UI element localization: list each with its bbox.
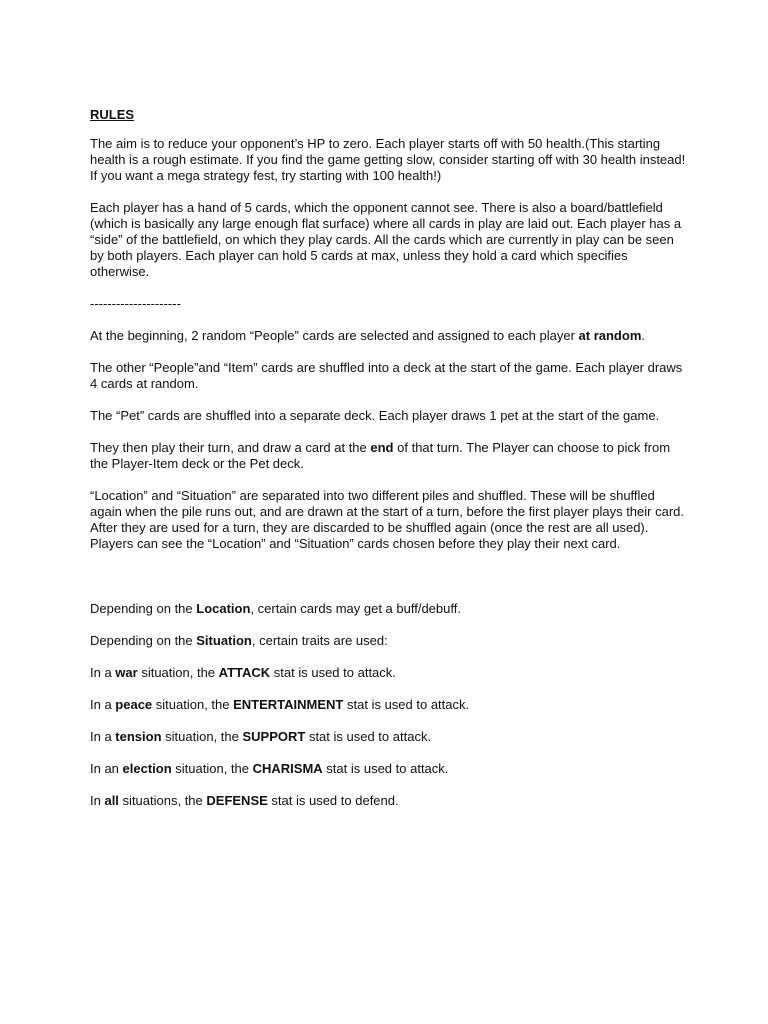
text-segment: , certain cards may get a buff/debuff.	[250, 601, 461, 616]
emphasis-end: end	[370, 440, 394, 455]
emphasis-election: election	[122, 761, 172, 776]
emphasis-location: Location	[196, 601, 251, 616]
paragraph-location-situation: “Location” and “Situation” are separated into two different piles and shuffled. These will be shuffled again when the pile runs out, and are drawn at the start of a turn, before the first player plays their card. After they are used for a turn, they are discarded to be shuffled again (once the rest are all used). Players can see the “Location” and “Situation” cards chosen before they play their next card.	[90, 488, 685, 551]
document-page	[90, 107, 690, 825]
text-segment: situation, the	[152, 697, 234, 712]
emphasis-support: SUPPORT	[242, 729, 306, 744]
emphasis-peace: peace	[115, 697, 153, 712]
emphasis-charisma: CHARISMA	[252, 761, 323, 776]
rule-tension	[90, 729, 690, 745]
rule-peace	[90, 697, 690, 713]
rule-all-defense	[90, 793, 690, 809]
text-segment: .	[641, 328, 645, 343]
text-segment: Depending on the	[90, 601, 197, 616]
emphasis-entertainment: ENTERTAINMENT	[233, 697, 344, 712]
text-segment: stat is used to attack.	[270, 665, 396, 680]
section-divider: ---------------------	[90, 296, 181, 311]
paragraph-pet-deck: The “Pet” cards are shuffled into a separate deck. Each player draws 1 pet at the start of the game.	[90, 408, 660, 423]
spacer	[90, 568, 690, 601]
text-segment: stat is used to defend.	[267, 793, 399, 808]
text-segment: situation, the	[137, 665, 219, 680]
text-segment: In a	[90, 697, 116, 712]
paragraph-turn	[90, 440, 690, 472]
text-segment: situation, the	[171, 761, 253, 776]
text-segment: stat is used to attack.	[343, 697, 470, 712]
rule-election	[90, 761, 690, 777]
emphasis-situation: Situation	[196, 633, 252, 648]
text-segment: situations, the	[118, 793, 207, 808]
text-segment: In	[90, 793, 105, 808]
rules-heading: RULES	[90, 107, 135, 122]
text-segment: At the beginning, 2 random “People” cards are selected and assigned to each player	[90, 328, 579, 343]
emphasis-defense: DEFENSE	[206, 793, 268, 808]
text-segment: In a	[90, 665, 116, 680]
paragraph-situation-effect	[90, 633, 690, 649]
emphasis-attack: ATTACK	[218, 665, 271, 680]
text-segment: stat is used to attack.	[322, 761, 449, 776]
text-segment: stat is used to attack.	[305, 729, 432, 744]
rule-war	[90, 665, 690, 681]
text-segment: In a	[90, 729, 116, 744]
emphasis-tension: tension	[115, 729, 162, 744]
emphasis-all: all	[104, 793, 119, 808]
paragraph-people-assignment	[90, 328, 690, 344]
text-segment: of that turn. The Player can choose to pick from the Player-Item deck or the Pet deck.	[90, 440, 671, 471]
text-segment: Depending on the	[90, 633, 197, 648]
paragraph-people-item-deck: The other “People”and “Item” cards are shuffled into a deck at the start of the game. Each player draws 4 cards at random.	[90, 360, 683, 391]
paragraph-location-effect	[90, 601, 690, 617]
text-segment: , certain traits are used:	[251, 633, 388, 648]
text-segment: situation, the	[161, 729, 243, 744]
emphasis-war: war	[115, 665, 138, 680]
text-segment: In an	[90, 761, 123, 776]
emphasis-at-random: at random	[578, 328, 642, 343]
paragraph-aim: The aim is to reduce your opponent’s HP to zero. Each player starts off with 50 health.(This starting health is a rough estimate. If you find the game getting slow, consider starting off with 30 health instead! If you want a mega strategy fest, try starting with 100 health!)	[90, 136, 686, 183]
paragraph-hand-and-board: Each player has a hand of 5 cards, which the opponent cannot see. There is also a board/battlefield (which is basically any large enough flat surface) where all cards in play are laid out. Each player has a “side” of the battlefield, on which they play cards. All the cards which are currently in play can be seen by both players. Each player can hold 5 cards at max, unless they hold a card which specifies otherwise.	[90, 200, 682, 279]
text-segment: They then play their turn, and draw a card at the	[90, 440, 371, 455]
